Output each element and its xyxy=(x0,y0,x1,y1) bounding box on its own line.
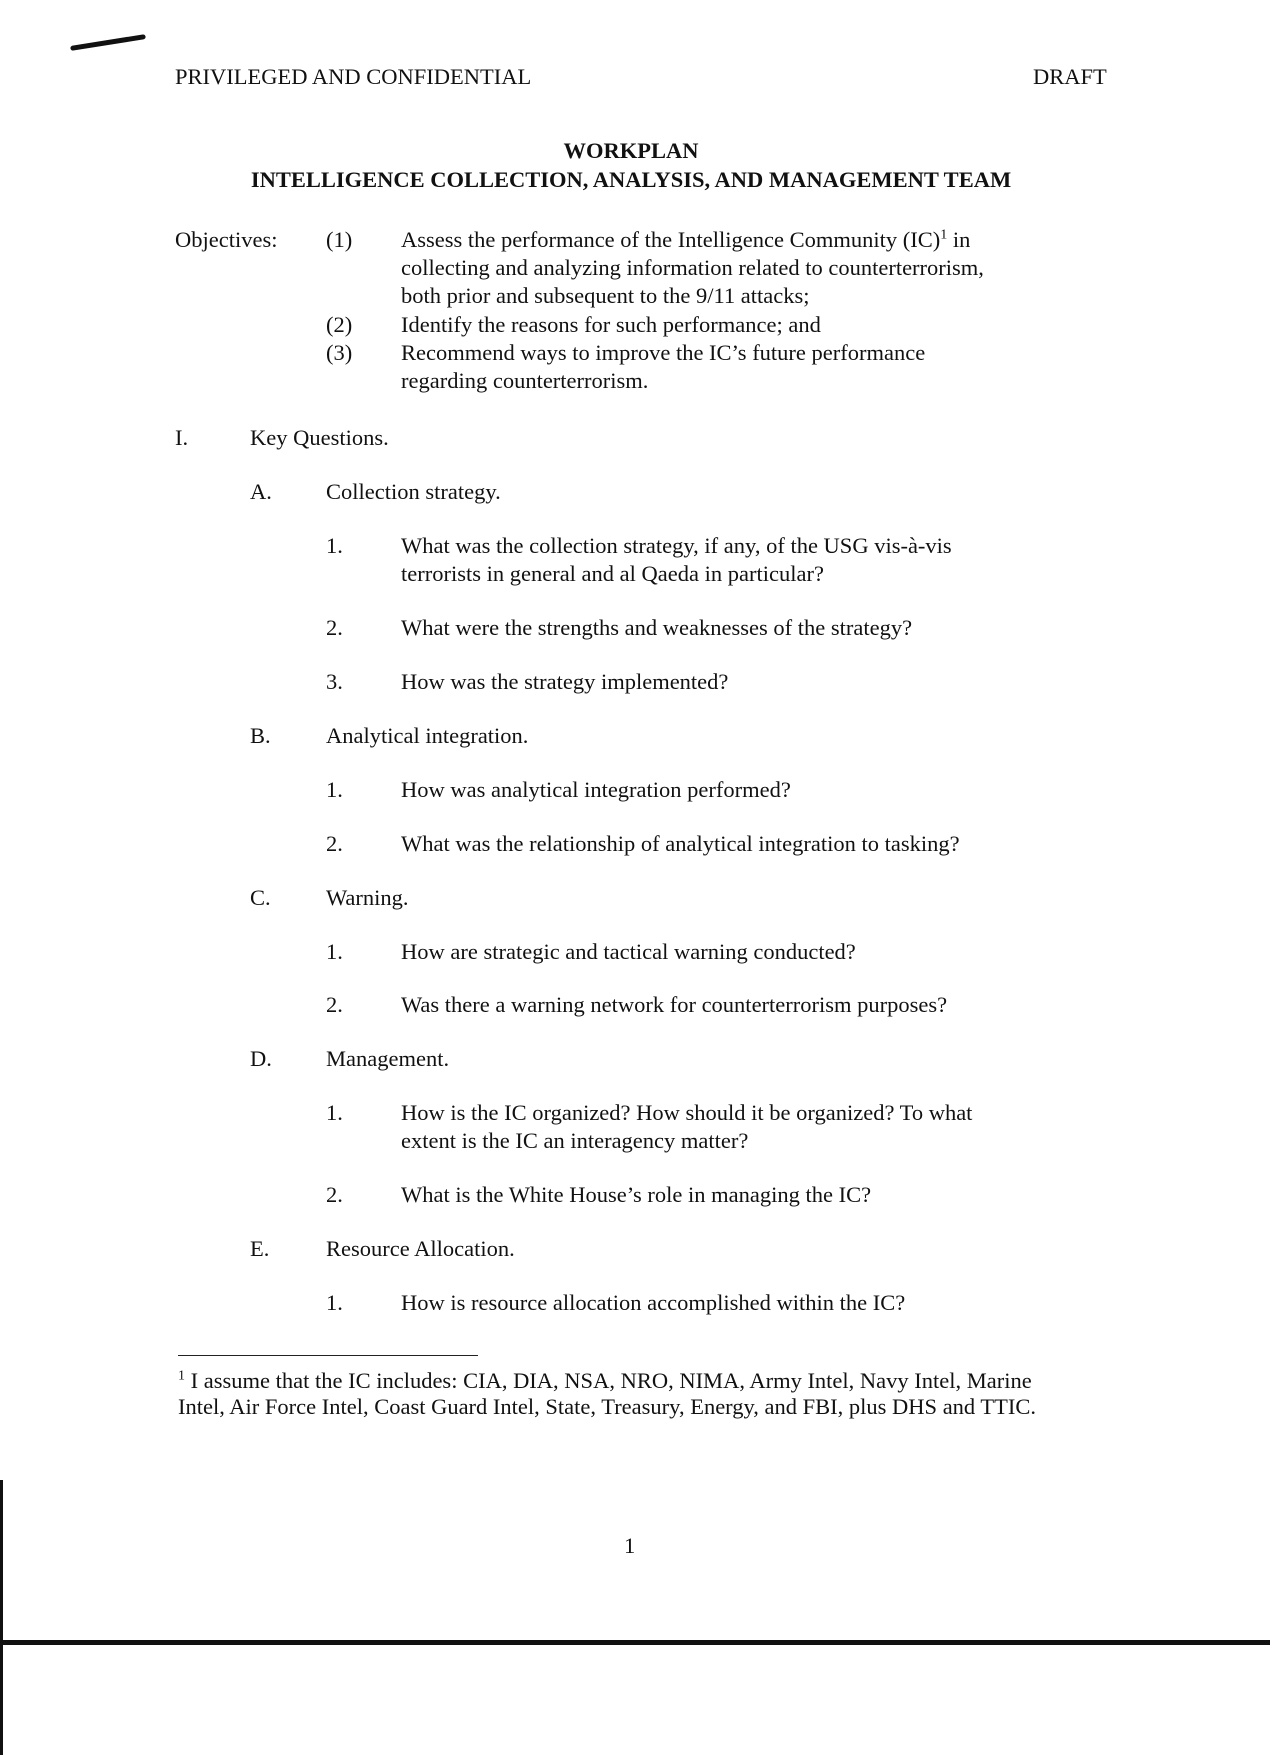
question-a2-line-1: What were the strengths and weaknesses of the strategy? xyxy=(401,615,913,640)
footnote-marker: 1 xyxy=(178,1368,185,1384)
question-e1-num: 1. xyxy=(326,1290,343,1315)
subsection-b-title: Analytical integration. xyxy=(326,723,529,748)
question-c1-num: 1. xyxy=(326,939,343,964)
scan-mark-top-left xyxy=(70,34,146,51)
question-d1-num: 1. xyxy=(326,1100,343,1125)
objective-1-line-1-tail: in xyxy=(947,227,971,252)
title-team: INTELLIGENCE COLLECTION, ANALYSIS, AND MANAGEMENT TEAM xyxy=(250,167,1012,192)
objective-1-line-2: collecting and analyzing information related to counterterrorism, xyxy=(401,255,984,280)
header-draft: DRAFT xyxy=(1033,64,1107,89)
subsection-c-letter: C. xyxy=(250,885,271,910)
question-c2-line-1: Was there a warning network for counterterrorism purposes? xyxy=(401,992,948,1017)
section-title: Key Questions. xyxy=(250,425,389,450)
footnote-ref: 1 xyxy=(940,227,948,243)
question-a2-num: 2. xyxy=(326,615,343,640)
subsection-e-title: Resource Allocation. xyxy=(326,1236,515,1261)
title-workplan: WORKPLAN xyxy=(563,138,699,163)
subsection-d-letter: D. xyxy=(250,1046,272,1071)
question-c2-num: 2. xyxy=(326,992,343,1017)
objective-3-num: (3) xyxy=(326,340,353,365)
question-a1-num: 1. xyxy=(326,533,343,558)
question-d2-line-1: What is the White House’s role in managing the IC? xyxy=(401,1182,872,1207)
subsection-a-letter: A. xyxy=(250,479,272,504)
subsection-d-title: Management. xyxy=(326,1046,450,1071)
question-a3-line-1: How was the strategy implemented? xyxy=(401,669,729,694)
scan-bottom-rule xyxy=(0,1640,1270,1645)
subsection-b-letter: B. xyxy=(250,723,271,748)
objective-2-num: (2) xyxy=(326,312,353,337)
subsection-a-title: Collection strategy. xyxy=(326,479,501,504)
scan-mark-left-edge xyxy=(0,1480,3,1755)
footnote-text: I assume that the IC includes: CIA, DIA, NSA, NRO, NIMA, Army Intel, Navy Intel, Marine Intel, Air Force Intel, Coast Guard Intel, State, Treasury, Energy, and FBI, plus DHS and TTIC. xyxy=(178,1368,1037,1419)
section-number: I. xyxy=(175,425,189,450)
question-e1-line-1: How is resource allocation accomplished within the IC? xyxy=(401,1290,906,1315)
question-b1-line-1: How was analytical integration performed? xyxy=(401,777,791,802)
objective-1-line-3: both prior and subsequent to the 9/11 attacks; xyxy=(401,283,810,308)
objective-1-line-1 xyxy=(401,226,970,254)
question-b2-line-1: What was the relationship of analytical integration to tasking? xyxy=(401,831,960,856)
question-c1-line-1: How are strategic and tactical warning conducted? xyxy=(401,939,856,964)
subsection-c-title: Warning. xyxy=(326,885,409,910)
question-b1-num: 1. xyxy=(326,777,343,802)
question-a1-line-1: What was the collection strategy, if any, of the USG vis-à-vis xyxy=(401,533,952,558)
objective-2-line-1: Identify the reasons for such performance; and xyxy=(401,312,821,337)
question-d1-line-2: extent is the IC an interagency matter? xyxy=(401,1128,749,1153)
question-a3-num: 3. xyxy=(326,669,343,694)
question-a1-line-2: terrorists in general and al Qaeda in particular? xyxy=(401,561,824,586)
question-d1-line-1: How is the IC organized? How should it be organized? To what xyxy=(401,1100,973,1125)
objectives-label: Objectives: xyxy=(175,227,278,252)
objective-3-line-1: Recommend ways to improve the IC’s future performance xyxy=(401,340,926,365)
question-b2-num: 2. xyxy=(326,831,343,856)
page-number: 1 xyxy=(624,1533,636,1558)
footnote xyxy=(178,1368,1078,1420)
question-d2-num: 2. xyxy=(326,1182,343,1207)
header-confidential: PRIVILEGED AND CONFIDENTIAL xyxy=(175,64,532,89)
subsection-e-letter: E. xyxy=(250,1236,270,1261)
objective-1-line-1-text: Assess the performance of the Intelligence Community (IC) xyxy=(401,227,941,252)
objective-1-num: (1) xyxy=(326,227,353,252)
footnote-rule xyxy=(178,1355,478,1356)
objective-3-line-2: regarding counterterrorism. xyxy=(401,368,649,393)
